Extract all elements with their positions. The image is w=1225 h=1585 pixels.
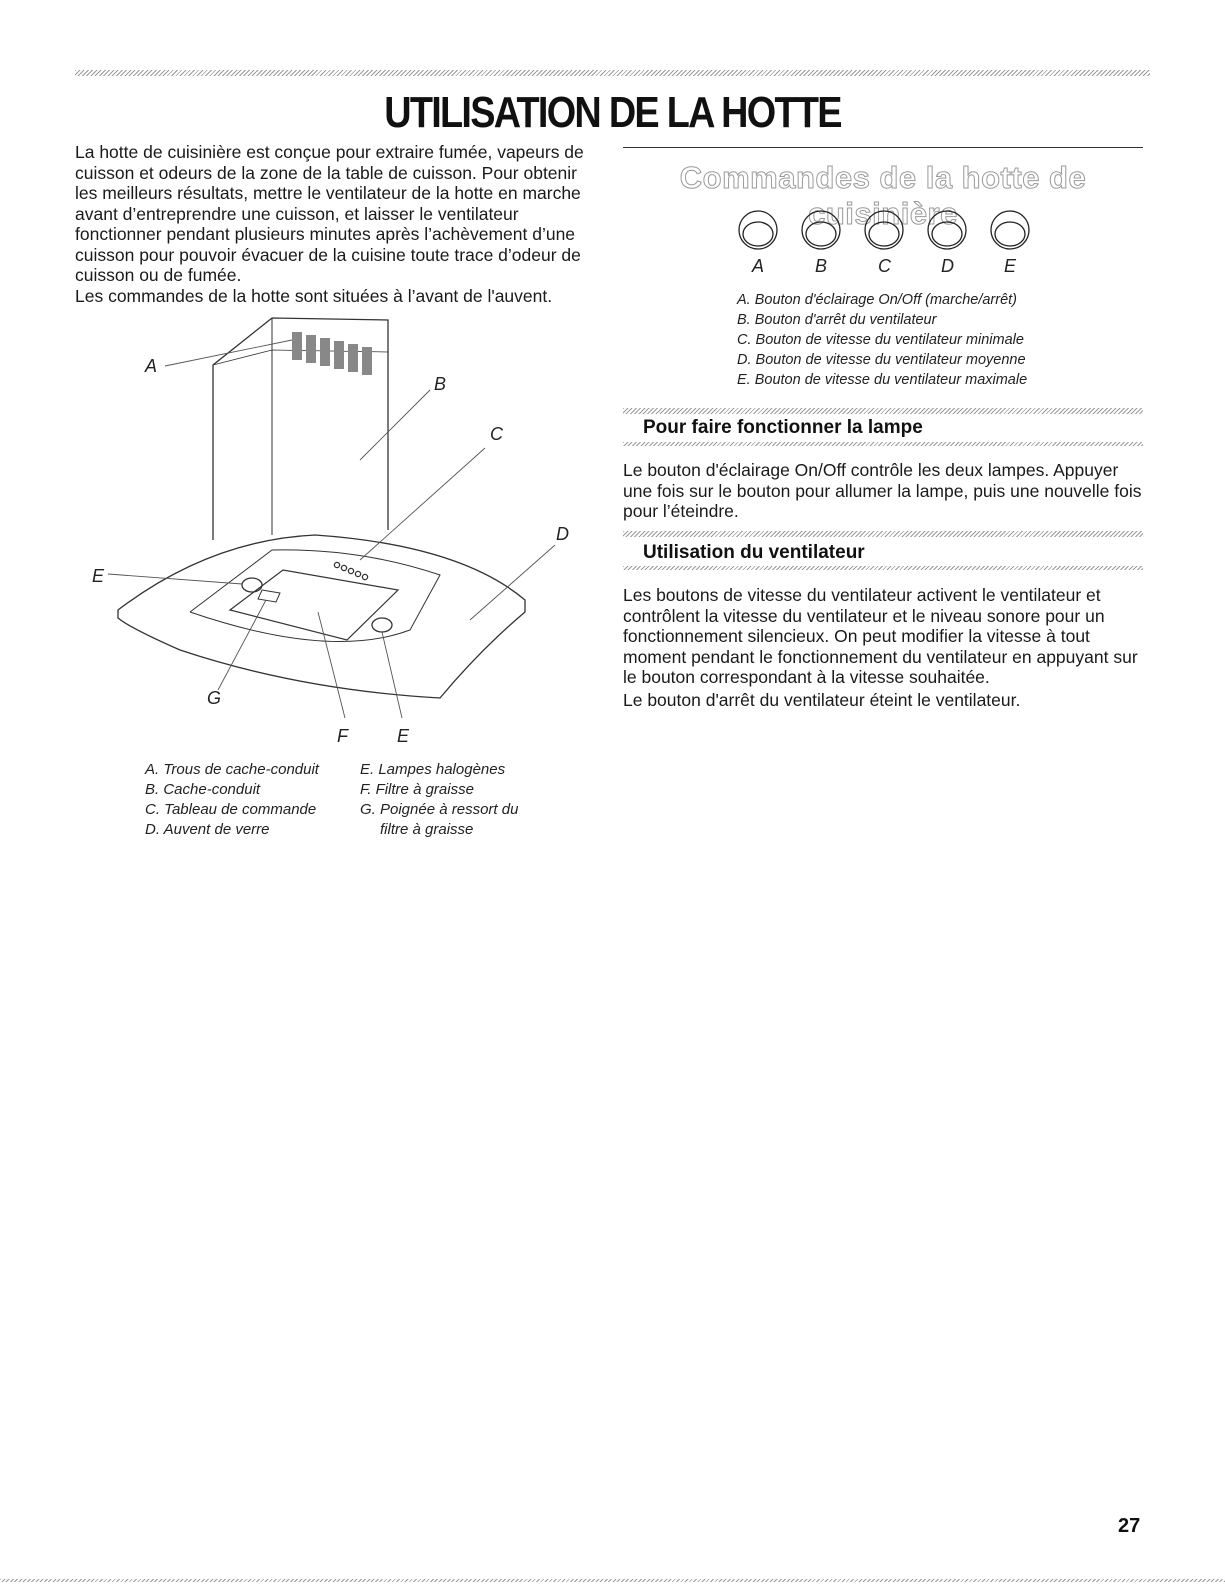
top-rule	[75, 70, 1150, 76]
fan-section-heading: Utilisation du ventilateur	[643, 542, 865, 563]
control-button-c-icon	[865, 211, 903, 249]
section-rule	[623, 408, 1143, 414]
legend-item: E. Lampes halogènes	[360, 761, 506, 778]
controls-legend-item: B. Bouton d'arrêt du ventilateur	[737, 312, 937, 328]
control-button-face	[743, 222, 773, 246]
legend-item: D. Auvent de verre	[145, 821, 270, 838]
controls-legend-item: E. Bouton de vitesse du ventilateur maximale	[737, 372, 1028, 388]
callout-a: A	[145, 356, 158, 376]
controls-legend	[737, 290, 1027, 390]
controls-legend-item: C. Bouton de vitesse du ventilateur minimale	[737, 332, 1024, 348]
callout-e-bottom: E	[397, 726, 410, 746]
legend-item: F. Filtre à graisse	[360, 781, 474, 798]
intro-paragraph-controls-location: Les commandes de la hotte sont situées à l’avant de l'auvent.	[75, 286, 553, 306]
control-button-face	[932, 222, 962, 246]
lamp-section-heading: Pour faire fonctionner la lampe	[643, 417, 923, 438]
range-hood-illustration	[75, 310, 605, 760]
halogen-lamp-right	[372, 618, 392, 632]
control-button-e-icon	[991, 211, 1029, 249]
hood-legend-left	[145, 760, 319, 840]
legend-item: C. Tableau de commande	[145, 801, 317, 818]
controls-legend-item: D. Bouton de vitesse du ventilateur moyenne	[737, 352, 1026, 368]
control-buttons-illustration	[720, 200, 1050, 280]
canopy-inner-edge	[190, 550, 440, 642]
grease-filter	[230, 570, 398, 640]
legend-item: G. Poignée à ressort du	[360, 801, 519, 818]
section-rule	[623, 531, 1143, 537]
control-button-letter: A	[752, 256, 765, 276]
lamp-section-text: Le bouton d'éclairage On/Off contrôle les deux lampes. Appuyer une fois sur le bouton pour allumer la lampe, puis une nouvelle fois pour l’éteindre.	[623, 460, 1142, 521]
halogen-lamp-left	[242, 578, 262, 592]
callout-c: C	[490, 424, 503, 444]
section-rule	[623, 442, 1143, 446]
control-button-face	[995, 222, 1025, 246]
section-rule	[623, 566, 1143, 570]
filter-handle	[258, 590, 280, 602]
bottom-rule	[0, 1579, 1225, 1582]
intro-paragraph: La hotte de cuisinière est conçue pour extraire fumée, vapeurs de cuisson et odeurs de la zone de la table de cuisson. Pour obtenir les meilleurs résultats, mettre le ventilateur de la hotte en marche avant d’entreprendre une cuisson, et laisser le ventilateur fonctionner pendant plusieurs minutes après l’achèvement d’une cuisson pour pouvoir évacuer de la cuisine toute trace d’odeur de cuisson ou de fumée.	[75, 142, 584, 285]
page-title: UTILISATION DE LA HOTTE	[384, 88, 841, 137]
control-button-b-icon	[802, 211, 840, 249]
control-button-face	[869, 222, 899, 246]
hood-legend-right	[360, 760, 518, 840]
control-button-face	[806, 222, 836, 246]
fan-off-text: Le bouton d'arrêt du ventilateur éteint le ventilateur.	[623, 690, 1021, 710]
control-button-a-icon	[739, 211, 777, 249]
callout-b: B	[434, 374, 447, 394]
callout-g: G	[207, 688, 222, 708]
control-button-letter: B	[815, 256, 828, 276]
callout-e-left: E	[92, 566, 105, 586]
controls-title: Commandes de la hotte de cuisinière	[679, 160, 1087, 231]
controls-legend-item: A. Bouton d'éclairage On/Off (marche/arrêt)	[737, 292, 1018, 308]
control-button-letter: C	[878, 256, 891, 276]
control-button-letter: E	[1004, 256, 1017, 276]
control-button-letter: D	[941, 256, 954, 276]
control-button-d-icon	[928, 211, 966, 249]
legend-item: B. Cache-conduit	[145, 781, 261, 798]
callout-d: D	[556, 524, 569, 544]
callout-f: F	[337, 726, 348, 746]
fan-section-text: Les boutons de vitesse du ventilateur activent le ventilateur et contrôlent la vitesse du ventilateur et le niveau sonore pour un fonctionnement silencieux. On peut modifier la vitesse à tout moment pendant le fonctionnement du ventilateur en appuyant sur le bouton correspondant à la vitesse souhaitée.	[623, 585, 1138, 687]
duct-vent-slots	[292, 332, 372, 375]
glass-canopy	[118, 535, 525, 698]
legend-item: filtre à graisse	[380, 821, 474, 838]
controls-rule	[623, 147, 1143, 148]
legend-item: A. Trous de cache-conduit	[145, 761, 319, 778]
page-number: 27	[1118, 1515, 1141, 1537]
